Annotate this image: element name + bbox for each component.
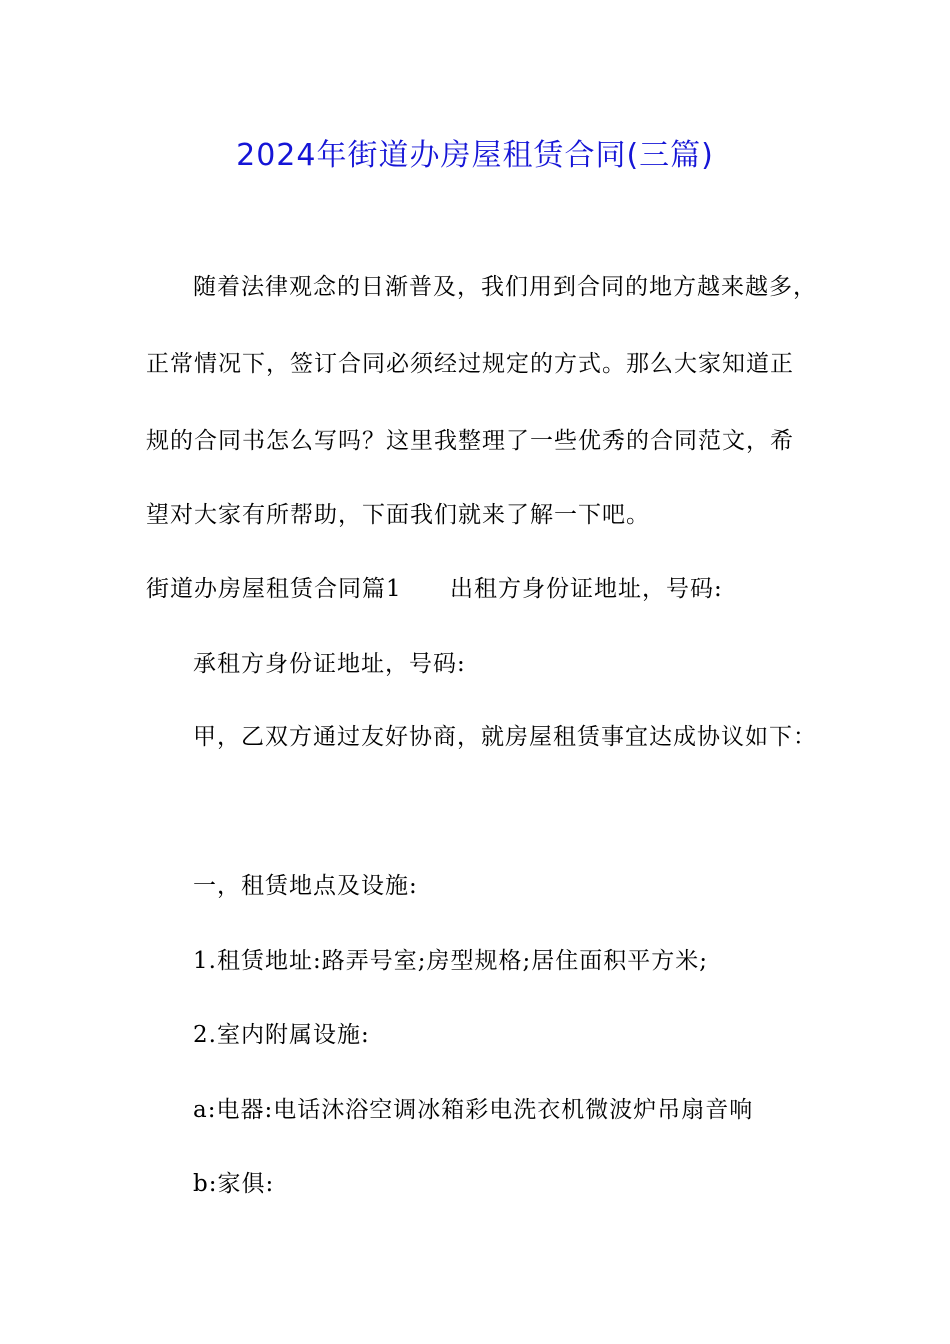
clause-1-heading: 一，租赁地点及设施:	[193, 873, 418, 899]
clause-1-1: 1.租赁地址:路弄号室;房型规格;居住面积平方米;	[193, 948, 708, 974]
agreement-line: 甲，乙双方通过友好协商，就房屋租赁事宜达成协议如下：	[193, 724, 817, 750]
section-heading: 街道办房屋租赁合同篇1	[146, 576, 402, 602]
intro-line-1: 随着法律观念的日渐普及，我们用到合同的地方越来越多，	[193, 274, 817, 300]
lessee-line: 承租方身份证地址，号码:	[193, 651, 466, 677]
document-title: 2024年街道办房屋租赁合同(三篇)	[236, 138, 714, 173]
intro-line-2: 正常情况下，签订合同必须经过规定的方式。那么大家知道正	[146, 351, 794, 377]
lessor-line: 出租方身份证地址，号码:	[450, 576, 723, 602]
clause-1-2-a: a:电器:电话沐浴空调冰箱彩电洗衣机微波炉吊扇音响	[193, 1097, 754, 1123]
clause-1-2: 2.室内附属设施:	[193, 1022, 370, 1048]
intro-line-4: 望对大家有所帮助，下面我们就来了解一下吧。	[146, 502, 650, 528]
intro-line-3: 规的合同书怎么写吗？这里我整理了一些优秀的合同范文，希	[146, 428, 794, 454]
clause-1-2-b: b:家俱:	[193, 1171, 275, 1197]
